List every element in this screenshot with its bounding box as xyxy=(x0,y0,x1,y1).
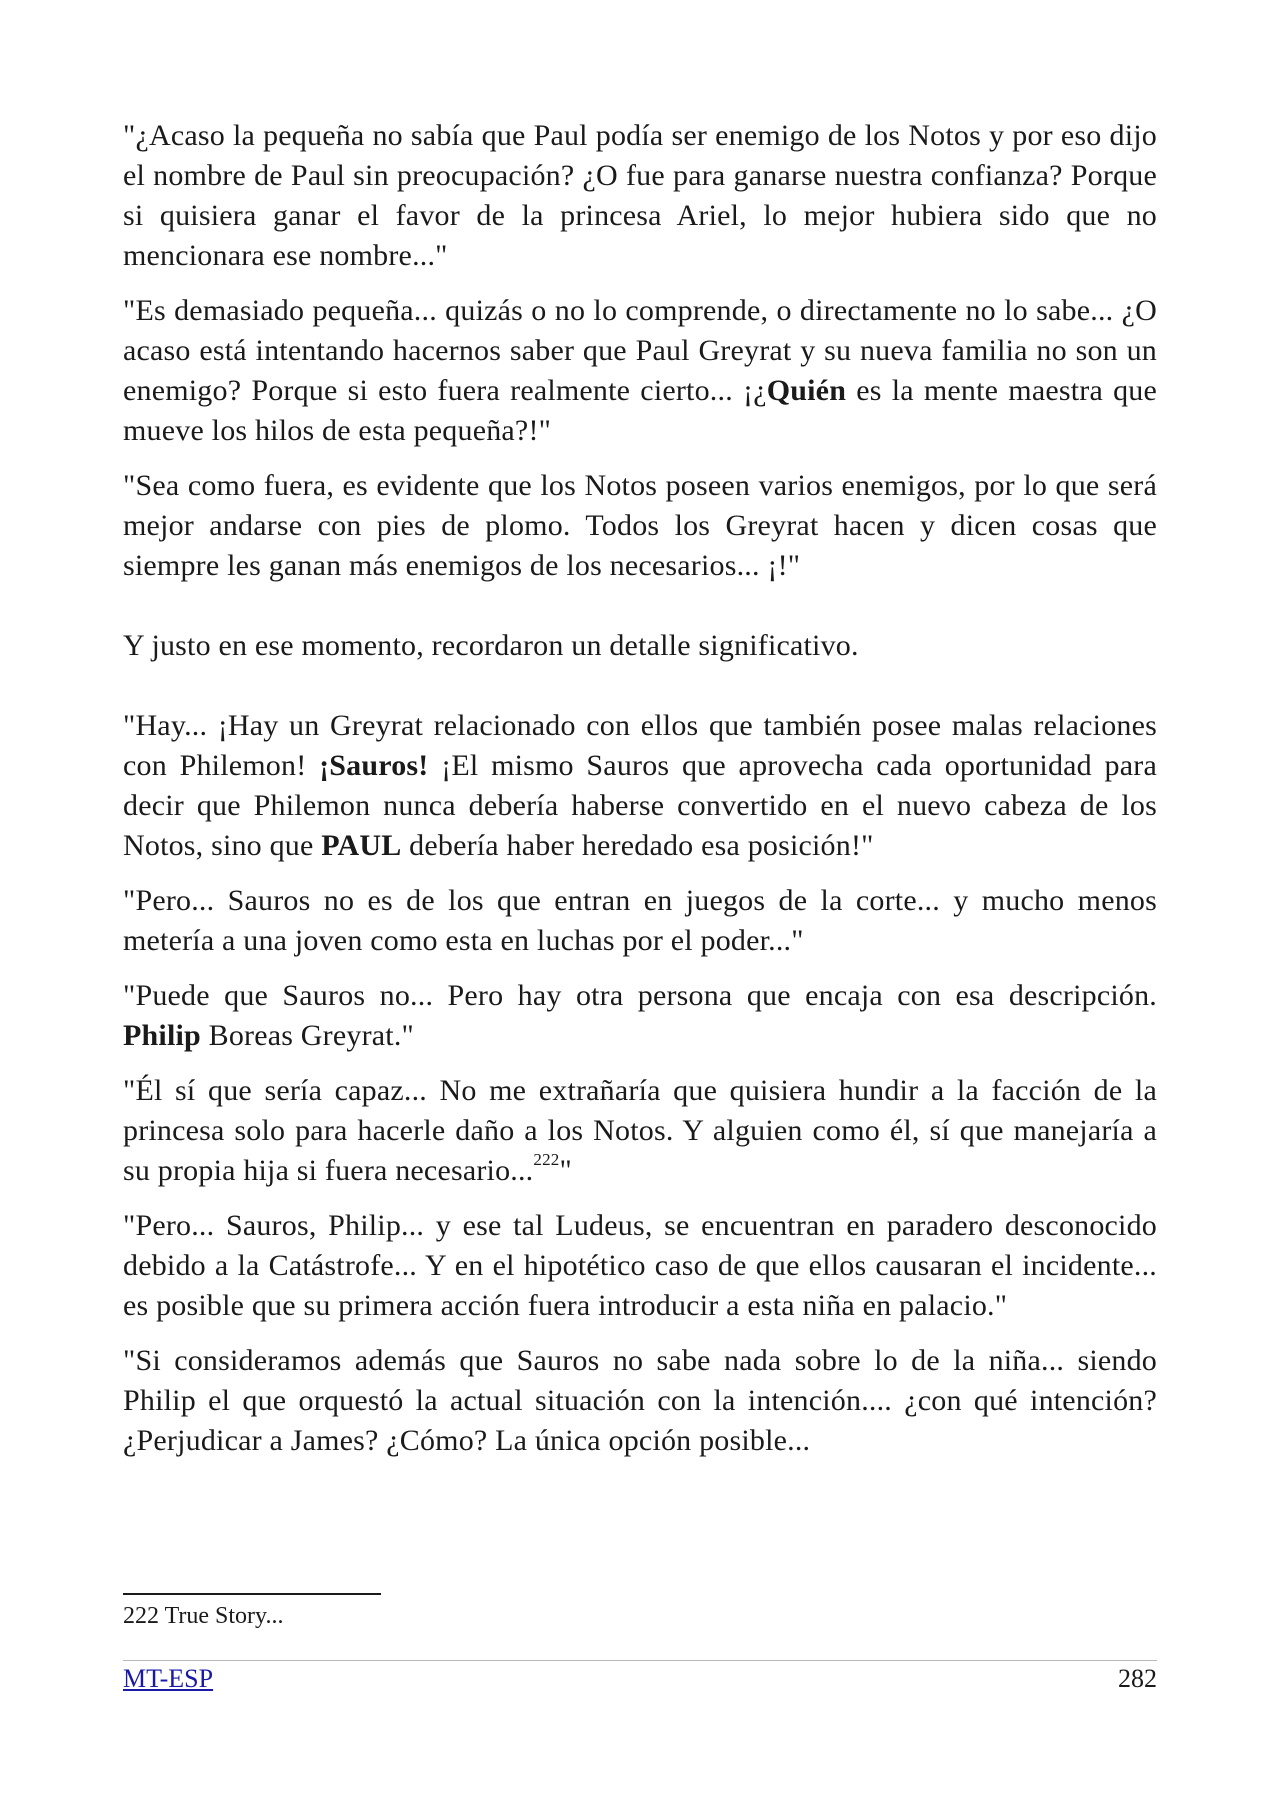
paragraph-2 xyxy=(123,291,1157,451)
paragraph-10 xyxy=(123,1341,1157,1461)
paragraph-4-text: Y justo en ese momento, recordaron un detalle significativo. xyxy=(123,629,859,662)
paragraph-7-bold-philip: Philip xyxy=(123,1019,201,1052)
paragraph-5-text-a: "Hay... ¡Hay un Greyrat relacionado con ellos que también posee malas relaciones con Philemon! xyxy=(123,709,1157,782)
paragraph-9-text: "Pero... Sauros, Philip... y ese tal Ludeus, se encuentran en paradero desconocido debido a la Catástrofe... Y en el hipotético caso de que ellos causaran el incidente... es posible que su primera acción fuera introducir a esta niña en palacio." xyxy=(123,1209,1157,1322)
paragraph-8 xyxy=(123,1071,1157,1191)
paragraph-9 xyxy=(123,1206,1157,1326)
paragraph-5-bold-sauros: ¡Sauros! xyxy=(319,749,429,782)
paragraph-2-text-a: "Es demasiado pequeña... quizás o no lo comprende, o directamente no lo sabe... ¿O acaso está intentando hacernos saber que Paul Greyrat y su nueva familia no son un enemigo? Porque si esto fuera realmente cierto... ¡¿ xyxy=(123,294,1157,407)
paragraph-4 xyxy=(123,626,1157,666)
paragraph-7-text-a: "Puede que Sauros no... Pero hay otra persona que encaja con esa descripción. xyxy=(123,979,1157,1012)
paragraph-7 xyxy=(123,976,1157,1056)
paragraph-2-bold-quien: Quién xyxy=(766,374,847,407)
footnote-divider xyxy=(123,1593,381,1595)
paragraph-7-text-c: Boreas Greyrat." xyxy=(200,1019,414,1052)
paragraph-8-text-b: " xyxy=(559,1154,572,1187)
paragraph-1-text: "¿Acaso la pequeña no sabía que Paul podía ser enemigo de los Notos y por eso dijo el nombre de Paul sin preocupación? ¿O fue para ganarse nuestra confianza? Porque si quisiera ganar el favor de la princesa Ariel, lo mejor hubiera sido que no mencionara ese nombre..." xyxy=(123,119,1157,272)
footnote: 222 True Story... xyxy=(123,1603,284,1629)
footer-divider xyxy=(123,1660,1157,1661)
paragraph-5-bold-paul: PAUL xyxy=(321,829,402,862)
paragraph-3 xyxy=(123,466,1157,586)
paragraph-5 xyxy=(123,706,1157,866)
footer-link[interactable]: MT-ESP xyxy=(123,1664,214,1693)
paragraph-8-text-a: "Él sí que sería capaz... No me extrañaría que quisiera hundir a la facción de la princesa solo para hacerle daño a los Notos. Y alguien como él, sí que manejaría a su propia hija si fuera necesario... xyxy=(123,1074,1157,1187)
footnote-reference[interactable]: 222 xyxy=(533,1150,560,1169)
paragraph-10-text: "Si consideramos además que Sauros no sabe nada sobre lo de la niña... siendo Philip el que orquestó la actual situación con la intención.... ¿con qué intención? ¿Perjudicar a James? ¿Cómo? La única opción posible... xyxy=(123,1344,1157,1457)
paragraph-6-text: "Pero... Sauros no es de los que entran en juegos de la corte... y mucho menos metería a una joven como esta en luchas por el poder..." xyxy=(123,884,1157,957)
paragraph-3-text: "Sea como fuera, es evidente que los Notos poseen varios enemigos, por lo que será mejor andarse con pies de plomo. Todos los Greyrat hacen y dicen cosas que siempre les ganan más enemigos de los necesarios... ¡!" xyxy=(123,469,1157,582)
paragraph-5-text-e: debería haber heredado esa posición!" xyxy=(401,829,874,862)
paragraph-6 xyxy=(123,881,1157,961)
paragraph-5-text-c: ¡El mismo Sauros que aprovecha cada oportunidad para decir que Philemon nunca debería haberse convertido en el nuevo cabeza de los Notos, sino que xyxy=(123,749,1157,862)
page-number: 282 xyxy=(1118,1664,1157,1693)
paragraph-2-text-c: es la mente maestra que mueve los hilos de esta pequeña?!" xyxy=(123,374,1157,447)
paragraph-1 xyxy=(123,116,1157,276)
body-text xyxy=(123,116,1157,1476)
